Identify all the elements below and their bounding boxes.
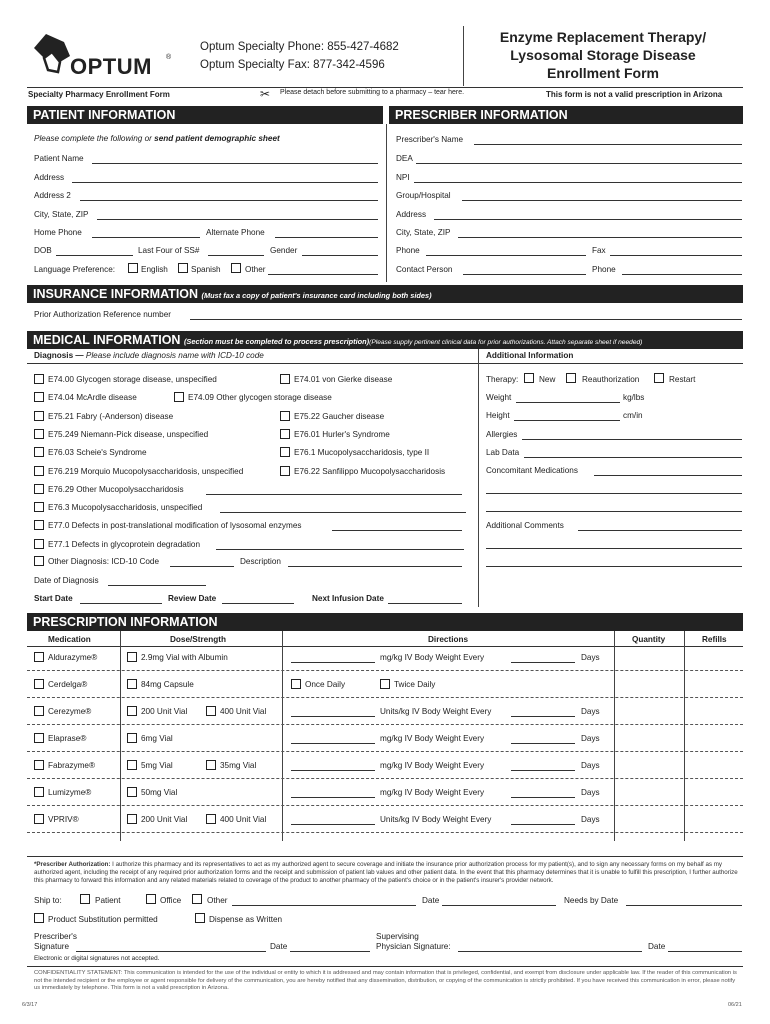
- optum-logo-icon: [30, 32, 70, 74]
- not-valid-note: This form is not a valid prescription in Arizona: [546, 90, 723, 99]
- medical-note: (Section must be completed to process prescription): [183, 337, 370, 346]
- patient-name-label: Patient Name: [34, 154, 84, 163]
- prescriber-sig-date-field[interactable]: [290, 951, 370, 952]
- diag-left-checkbox[interactable]: [34, 429, 44, 439]
- rx-dose2-checkbox[interactable]: [206, 760, 216, 770]
- diag-right-label: E76.01 Hurler's Syndrome: [294, 429, 390, 439]
- home-phone-field[interactable]: [92, 237, 200, 238]
- supervising-date-field[interactable]: [668, 951, 742, 952]
- rx-once-daily-label: Once Daily: [305, 680, 346, 689]
- weight-field[interactable]: [516, 402, 620, 403]
- next-infusion-field[interactable]: [388, 603, 462, 604]
- diag-right-checkbox[interactable]: [280, 374, 290, 384]
- medical-column-divider: [478, 349, 479, 607]
- patient-section-header: [27, 106, 383, 124]
- description-field[interactable]: [288, 566, 462, 567]
- optum-logo: [30, 32, 180, 80]
- npi-label: NPI: [396, 173, 410, 182]
- rx-med-checkbox[interactable]: [34, 679, 44, 689]
- rx-row-separator: [27, 805, 743, 806]
- rx-once-daily-checkbox[interactable]: [291, 679, 301, 689]
- rx-twice-daily-label: Twice Daily: [394, 680, 436, 689]
- confidentiality-statement: CONFIDENTIALITY STATEMENT: This communication is intended for the use of the individual or entity to which it is addressed and may contain information that is privileged, confidential, and exempt from disclosure under applicable law. If the reader of this communication is not the intended recipient or the employee or agent responsible for delivery of the communication, you are hereby notified that any dissemination, distribution, or copying of the communication is strictly prohibited. If you have received this communication in error, please notify us immediately by telephone. This form is not a valid prescription in Arizona.: [34, 970, 737, 991]
- medical-section-title: MEDICAL INFORMATION: [33, 333, 181, 347]
- prescriber-fax-field[interactable]: [610, 255, 742, 256]
- patient-address2-field[interactable]: [80, 200, 378, 201]
- patient-csz-field[interactable]: [97, 219, 378, 220]
- height-field[interactable]: [514, 420, 620, 421]
- home-phone-label: Home Phone: [34, 228, 82, 237]
- therapy-reauth-checkbox[interactable]: [566, 373, 576, 383]
- header-phone: Optum Specialty Phone: 855-427-4682: [200, 41, 399, 53]
- language-label: Language Preference:: [34, 265, 116, 274]
- group-field[interactable]: [462, 200, 742, 201]
- therapy-new-checkbox[interactable]: [524, 373, 534, 383]
- insurance-section-title: INSURANCE INFORMATION: [33, 287, 199, 301]
- other-diagnosis-checkbox[interactable]: [34, 556, 44, 566]
- diag-left-checkbox[interactable]: [34, 502, 44, 512]
- rx-row-separator: [27, 670, 743, 671]
- prescriber-fax-label: Fax: [592, 246, 606, 255]
- diag-left-label: E76.29 Other Mucopolysaccharidosis: [48, 484, 184, 494]
- lang-english-checkbox[interactable]: [128, 263, 138, 273]
- rx-dose1-label: 50mg Vial: [141, 788, 178, 797]
- additional-info-header: Additional Information: [486, 351, 574, 360]
- ssn-field[interactable]: [208, 255, 264, 256]
- rx-dose-amount-field[interactable]: [291, 770, 375, 771]
- confidential-top-rule: [27, 966, 743, 967]
- diag-left-label: E75.21 Fabry (-Anderson) disease: [48, 411, 174, 421]
- prescription-section-title: PRESCRIPTION INFORMATION: [33, 615, 218, 629]
- contact-label: Contact Person: [396, 265, 453, 274]
- other-diagnosis-label: Other Diagnosis: ICD-10 Code: [48, 557, 160, 566]
- patient-intro-text: Please complete the following or: [34, 134, 155, 143]
- rx-med-checkbox[interactable]: [34, 652, 44, 662]
- col-medication: Medication: [48, 635, 91, 644]
- rx-days-label: Days: [581, 815, 600, 824]
- rx-row-separator: [27, 697, 743, 698]
- diagnosis-header-label: Diagnosis —: [34, 351, 86, 360]
- prescriber-name-label: Prescriber's Name: [396, 135, 464, 144]
- medical-note-2: (Please supply pertinent clinical data for prior authorizations. Attach separate sheet if needed): [369, 339, 643, 346]
- detach-note: Please detach before submitting to a pharmacy – tear here.: [280, 89, 465, 96]
- allergies-field[interactable]: [522, 439, 742, 440]
- rx-dose1-checkbox[interactable]: [127, 814, 137, 824]
- rx-dose2-label: 35mg Vial: [220, 761, 257, 770]
- diag-left-checkbox[interactable]: [34, 411, 44, 421]
- diag-right-checkbox[interactable]: [280, 447, 290, 457]
- dob-label: DOB: [34, 246, 52, 255]
- concomitant-meds-field-3[interactable]: [486, 511, 742, 512]
- rx-days-label: Days: [581, 788, 600, 797]
- prescriber-section-title: PRESCRIBER INFORMATION: [395, 108, 568, 122]
- rx-med-checkbox[interactable]: [34, 706, 44, 716]
- rx-dose1-label: 200 Unit Vial: [141, 707, 188, 716]
- allergies-label: Allergies: [486, 430, 518, 439]
- ship-to-label: Ship to:: [34, 896, 62, 905]
- diagnosis-header-rule: [27, 363, 743, 364]
- diag-right-label: E76.1 Mucopolysaccharidosis, type II: [294, 448, 430, 458]
- prescriber-section-header: [389, 106, 743, 124]
- other-icd-field[interactable]: [170, 566, 234, 567]
- ship-patient-label: Patient: [95, 896, 121, 905]
- date-of-diagnosis-label: Date of Diagnosis: [34, 576, 99, 585]
- alt-phone-label: Alternate Phone: [206, 228, 265, 237]
- therapy-restart-label: Restart: [669, 375, 696, 384]
- rx-med-label: Elaprase®: [48, 734, 87, 743]
- rx-dose1-checkbox[interactable]: [127, 787, 137, 797]
- rx-days-label: Days: [581, 653, 600, 662]
- lang-english-label: English: [141, 265, 168, 274]
- rx-dose1-label: 6mg Vial: [141, 734, 173, 743]
- npi-field[interactable]: [414, 182, 742, 183]
- lang-spanish-label: Spanish: [191, 265, 221, 274]
- rx-twice-daily-checkbox[interactable]: [380, 679, 390, 689]
- rx-directions-label: mg/kg IV Body Weight Every: [380, 734, 485, 743]
- additional-comments-field[interactable]: [578, 530, 742, 531]
- start-date-field[interactable]: [80, 603, 162, 604]
- prescriber-phone-label: Phone: [396, 246, 420, 255]
- needs-by-label: Needs by Date: [564, 896, 619, 905]
- rx-dose1-label: 2.9mg Vial with Albumin: [141, 653, 228, 662]
- concomitant-meds-field[interactable]: [594, 475, 742, 476]
- rx-dose1-checkbox[interactable]: [127, 706, 137, 716]
- diag-left-label: E75.249 Niemann-Pick disease, unspecified: [48, 429, 209, 439]
- concomitant-meds-label: Concomitant Medications: [486, 466, 578, 475]
- rx-med-label: VPRIV®: [48, 815, 79, 824]
- rx-days-label: Days: [581, 734, 600, 743]
- rx-dose1-label: 200 Unit Vial: [141, 815, 188, 824]
- concomitant-meds-field-2[interactable]: [486, 493, 742, 494]
- contact-phone-field[interactable]: [622, 274, 742, 275]
- diag-left-field[interactable]: [216, 549, 464, 550]
- diag-left-label: E77.1 Defects in glycoprotein degradation: [48, 539, 201, 549]
- auth-label: *Prescriber Authorization:: [34, 861, 111, 868]
- rx-days-label: Days: [581, 761, 600, 770]
- rx-med-label: Fabrazyme®: [48, 761, 95, 770]
- rx-med-checkbox[interactable]: [34, 787, 44, 797]
- prescriber-sig-label-2: Signature: [34, 942, 70, 951]
- rx-row-separator: [27, 724, 743, 725]
- diag-left-label: E76.03 Scheie's Syndrome: [48, 448, 147, 458]
- rx-dose1-checkbox[interactable]: [127, 760, 137, 770]
- prescriber-address-label: Address: [396, 210, 427, 219]
- rx-days-field[interactable]: [511, 824, 575, 825]
- lab-data-field[interactable]: [524, 457, 742, 458]
- contact-phone-label: Phone: [592, 265, 616, 274]
- rx-dose2-label: 400 Unit Vial: [220, 707, 267, 716]
- diag-left-checkbox[interactable]: [34, 484, 44, 494]
- diagnosis-header: [34, 351, 264, 360]
- rx-divider-4: [684, 631, 685, 841]
- rx-dose1-checkbox[interactable]: [127, 733, 137, 743]
- rx-directions-label: Units/kg IV Body Weight Every: [380, 707, 492, 716]
- rx-med-label: Cerezyme®: [48, 707, 92, 716]
- form-code-right: 06/21: [728, 1002, 742, 1008]
- diag-left-checkbox[interactable]: [34, 539, 44, 549]
- diag-left-label: E74.00 Glycogen storage disease, unspecified: [48, 375, 217, 384]
- diag-left-checkbox[interactable]: [34, 374, 44, 384]
- rx-days-label: Days: [581, 707, 600, 716]
- optum-logo-text: OPTUM: [70, 54, 152, 79]
- additional-comments-label: Additional Comments: [486, 521, 564, 530]
- therapy-new-label: New: [539, 375, 556, 384]
- diag-left-checkbox[interactable]: [34, 392, 44, 402]
- prescription-header-rule: [27, 646, 743, 647]
- rx-med-checkbox[interactable]: [34, 760, 44, 770]
- rx-row-separator: [27, 832, 743, 833]
- diag-left-field[interactable]: [206, 494, 462, 495]
- rx-dose1-label: 84mg Capsule: [141, 680, 194, 689]
- rx-days-field[interactable]: [511, 743, 575, 744]
- diag-left-checkbox[interactable]: [34, 447, 44, 457]
- col-directions: Directions: [428, 635, 469, 644]
- rx-directions-label: Units/kg IV Body Weight Every: [380, 815, 492, 824]
- insurance-note: (Must fax a copy of patient's insurance card including both sides): [201, 291, 432, 300]
- lab-data-label: Lab Data: [486, 448, 520, 457]
- diag-right-checkbox[interactable]: [174, 392, 184, 402]
- registered-mark: ®: [166, 54, 172, 61]
- start-date-label: Start Date: [34, 594, 73, 603]
- rx-dose-amount-field[interactable]: [291, 743, 375, 744]
- form-name: Specialty Pharmacy Enrollment Form: [28, 90, 170, 99]
- height-unit: cm/in: [623, 411, 643, 420]
- rx-directions-label: mg/kg IV Body Weight Every: [380, 788, 485, 797]
- prior-auth-label: Prior Authorization Reference number: [34, 310, 171, 319]
- additional-comments-field-3[interactable]: [486, 566, 742, 567]
- rx-dose2-checkbox[interactable]: [206, 814, 216, 824]
- lang-spanish-checkbox[interactable]: [178, 263, 188, 273]
- diag-left-field[interactable]: [220, 512, 466, 513]
- diag-right-label: E74.09 Other glycogen storage disease: [188, 393, 332, 403]
- rx-days-field[interactable]: [511, 662, 575, 663]
- dispense-label: Dispense as Written: [209, 915, 283, 924]
- supervising-signature-field[interactable]: [458, 951, 642, 952]
- patient-prescriber-divider: [386, 124, 387, 282]
- therapy-restart-checkbox[interactable]: [654, 373, 664, 383]
- gender-field[interactable]: [302, 255, 378, 256]
- diag-left-label: E76.3 Mucopolysaccharidosis, unspecified: [48, 503, 203, 513]
- insurance-section-header: [27, 285, 743, 303]
- rx-directions-label: mg/kg IV Body Weight Every: [380, 761, 485, 770]
- ssn-label: Last Four of SS#: [138, 246, 200, 255]
- patient-intro-bold: send patient demographic sheet: [154, 134, 280, 143]
- dob-field[interactable]: [56, 255, 133, 256]
- rx-days-field[interactable]: [511, 770, 575, 771]
- rx-days-field[interactable]: [511, 716, 575, 717]
- diagnosis-header-note: Please include diagnosis name with ICD-10 code: [85, 351, 264, 360]
- diag-left-checkbox[interactable]: [34, 466, 44, 476]
- rx-directions-label: mg/kg IV Body Weight Every: [380, 653, 485, 662]
- ship-other-field[interactable]: [232, 905, 416, 906]
- header-fax: Optum Specialty Fax: 877-342-4596: [200, 59, 385, 71]
- substitution-label: Product Substitution permitted: [48, 915, 158, 924]
- therapy-reauth-label: Reauthorization: [582, 375, 640, 384]
- diag-left-label: E74.04 McArdle disease: [48, 393, 137, 403]
- rx-med-checkbox[interactable]: [34, 814, 44, 824]
- col-refills: Refills: [702, 635, 727, 644]
- date-of-diagnosis-field[interactable]: [108, 585, 206, 586]
- weight-unit: kg/lbs: [623, 393, 645, 402]
- diag-right-checkbox[interactable]: [280, 429, 290, 439]
- lang-other-field[interactable]: [268, 274, 378, 275]
- rx-dose-amount-field[interactable]: [291, 662, 375, 663]
- ship-date-label: Date: [422, 896, 440, 905]
- form-title-line-1: Enzyme Replacement Therapy/: [499, 29, 707, 45]
- dispense-checkbox[interactable]: [195, 913, 205, 923]
- rx-row-separator: [27, 778, 743, 779]
- ship-date-field[interactable]: [442, 905, 556, 906]
- form-title-line-3: Enrollment Form: [546, 65, 659, 81]
- electronic-note: Electronic or digital signatures not accepted.: [34, 955, 160, 962]
- rx-divider-2: [282, 631, 283, 841]
- contact-field[interactable]: [463, 274, 586, 275]
- prescriber-sig-date-label: Date: [270, 942, 288, 951]
- description-label: Description: [240, 557, 281, 566]
- diag-left-checkbox[interactable]: [34, 520, 44, 530]
- diag-right-label: E75.22 Gaucher disease: [294, 411, 385, 421]
- diag-left-field[interactable]: [332, 530, 462, 531]
- patient-section-title: PATIENT INFORMATION: [33, 108, 176, 122]
- rx-dose-amount-field[interactable]: [291, 797, 375, 798]
- substitution-checkbox[interactable]: [34, 913, 44, 923]
- dea-field[interactable]: [416, 163, 742, 164]
- auth-top-rule: [27, 856, 743, 857]
- ship-office-checkbox[interactable]: [146, 894, 156, 904]
- col-dose: Dose/Strength: [170, 635, 226, 644]
- patient-address-field[interactable]: [72, 182, 378, 183]
- therapy-label: Therapy:: [486, 375, 519, 384]
- prescriber-name-field[interactable]: [474, 144, 742, 145]
- rx-dose1-checkbox[interactable]: [127, 679, 137, 689]
- diag-right-label: E76.22 Sanfilippo Mucopolysaccharidosis: [294, 466, 446, 476]
- header-rule: [27, 87, 743, 88]
- prescriber-phone-field[interactable]: [426, 255, 586, 256]
- patient-address2-label: Address 2: [34, 191, 71, 200]
- prescriber-address-field[interactable]: [434, 219, 742, 220]
- diag-left-label: E76.219 Morquio Mucopolysaccharidosis, unspecified: [48, 466, 244, 476]
- ship-other-label: Other: [207, 896, 228, 905]
- alt-phone-field[interactable]: [275, 237, 378, 238]
- form-title-line-2: Lysosomal Storage Disease: [510, 47, 696, 63]
- rx-dose2-label: 400 Unit Vial: [220, 815, 267, 824]
- ship-other-checkbox[interactable]: [192, 894, 202, 904]
- auth-text: I authorize this pharmacy and its representatives to act as my authorized agent to secure coverage and initiate the insurance prior authorization process for my patient(s), and to sign any necessary forms on my behalf as my authorized agent, including the receipt of any required prior authorization forms and the receipt and submission of patient lab values and other patient data. In the event that this pharmacy determines that it is unable to fulfill this prescription, I further authorize this pharmacy to forward this information and any related materials related to coverage of the product to another pharmacy of the patient's choice or in the patient's insurer's provider network.: [34, 861, 738, 884]
- review-date-label: Review Date: [168, 594, 217, 603]
- rx-days-field[interactable]: [511, 797, 575, 798]
- rx-med-label: Lumizyme®: [48, 788, 92, 797]
- prescriber-csz-field[interactable]: [458, 237, 742, 238]
- group-label: Group/Hospital: [396, 191, 451, 200]
- rx-dose2-checkbox[interactable]: [206, 706, 216, 716]
- rx-dose1-label: 5mg Vial: [141, 761, 173, 770]
- rx-row-separator: [27, 751, 743, 752]
- next-infusion-label: Next Infusion Date: [312, 594, 384, 603]
- height-label: Height: [486, 411, 510, 420]
- rx-med-checkbox[interactable]: [34, 733, 44, 743]
- patient-intro: [34, 134, 280, 143]
- supervising-sig-label-2: Physician Signature:: [376, 942, 451, 951]
- needs-by-field[interactable]: [626, 905, 742, 906]
- review-date-field[interactable]: [222, 603, 294, 604]
- lang-other-label: Other: [245, 265, 266, 274]
- prescriber-sig-label-1: Prescriber's: [34, 932, 77, 941]
- diag-left-label: E77.0 Defects in post-translational modification of lysosomal enzymes: [48, 521, 302, 531]
- rx-med-label: Cerdelga®: [48, 680, 88, 689]
- medical-section-header: [27, 331, 743, 349]
- weight-label: Weight: [486, 393, 512, 402]
- supervising-sig-label-1: Supervising: [376, 932, 419, 941]
- supervising-date-label: Date: [648, 942, 666, 951]
- diag-right-label: E74.01 von Gierke disease: [294, 375, 393, 384]
- prior-auth-field[interactable]: [190, 319, 742, 320]
- rx-divider-1: [120, 631, 121, 841]
- lang-other-checkbox[interactable]: [231, 263, 241, 273]
- col-quantity: Quantity: [632, 635, 666, 644]
- form-title: [463, 28, 743, 82]
- diag-right-checkbox[interactable]: [280, 466, 290, 476]
- additional-comments-field-2[interactable]: [486, 548, 742, 549]
- diag-right-checkbox[interactable]: [280, 411, 290, 421]
- gender-label: Gender: [270, 246, 298, 255]
- rx-med-label: Aldurazyme®: [48, 653, 98, 662]
- rx-dose-amount-field[interactable]: [291, 824, 375, 825]
- form-code-left: 6/3/17: [22, 1002, 38, 1008]
- prescriber-csz-label: City, State, ZIP: [396, 228, 451, 237]
- patient-name-field[interactable]: [92, 163, 378, 164]
- prescription-section-header: [27, 613, 743, 631]
- prescriber-authorization: [34, 861, 740, 885]
- ship-patient-checkbox[interactable]: [80, 894, 90, 904]
- prescriber-signature-field[interactable]: [76, 951, 266, 952]
- ship-office-label: Office: [160, 896, 182, 905]
- scissors-icon: ✂: [260, 87, 271, 101]
- rx-dose-amount-field[interactable]: [291, 716, 375, 717]
- patient-address-label: Address: [34, 173, 65, 182]
- dea-label: DEA: [396, 154, 413, 163]
- rx-divider-3: [614, 631, 615, 841]
- rx-dose1-checkbox[interactable]: [127, 652, 137, 662]
- patient-csz-label: City, State, ZIP: [34, 210, 89, 219]
